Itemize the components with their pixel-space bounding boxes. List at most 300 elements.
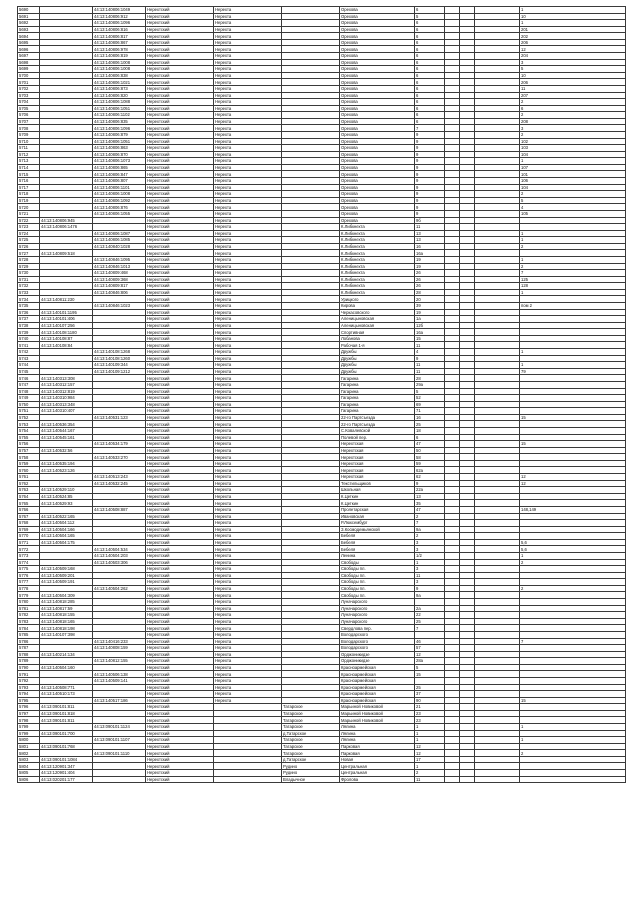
table-row [18, 658, 626, 665]
cell-settlement [282, 118, 340, 125]
cell-building-cadastral-number: 44:13:140532:245 [93, 480, 146, 487]
cell-district: Нерехтский [146, 460, 214, 467]
cell-col-extra [475, 533, 520, 540]
cell-district: Нерехтский [146, 53, 214, 60]
cell-land-cadastral-number [40, 658, 93, 665]
cell-col-extra [475, 296, 520, 303]
cell-row-number: 5733 [18, 289, 40, 296]
table-row [18, 224, 626, 231]
cell-apartment-number: 148,149 [520, 506, 626, 513]
table-row [18, 7, 626, 14]
cell-letter [460, 506, 475, 513]
cell-district: Нерехтский [146, 250, 214, 257]
cell-town [214, 763, 282, 770]
cell-district: Нерехтский [146, 237, 214, 244]
cell-letter [460, 395, 475, 402]
cell-district: Нерехтский [146, 520, 214, 527]
cell-street: Свободы пл. [340, 572, 415, 579]
cell-district: Нерехтский [146, 756, 214, 763]
cell-building-cadastral-number: 44:13:090101:1107 [93, 737, 146, 744]
cell-apartment-number [520, 533, 626, 540]
table-row [18, 776, 626, 783]
cell-settlement [282, 85, 340, 92]
cell-apartment-number: 1 [520, 7, 626, 14]
cell-building-block [445, 263, 460, 270]
cell-land-cadastral-number [40, 204, 93, 211]
cell-street: К.Либкнехта [340, 250, 415, 257]
cell-street: К.Либкнехта [340, 263, 415, 270]
cell-settlement [282, 474, 340, 481]
cell-letter [460, 434, 475, 441]
cell-building-cadastral-number [93, 664, 146, 671]
table-row [18, 39, 626, 46]
cell-building-cadastral-number [93, 329, 146, 336]
cell-col-extra [475, 487, 520, 494]
cell-building-block [445, 26, 460, 33]
cell-district: Нерехтский [146, 197, 214, 204]
cell-building-cadastral-number: 44:13:140508:887 [93, 506, 146, 513]
cell-letter [460, 585, 475, 592]
cell-building-block [445, 256, 460, 263]
cell-street: Красноармейская [340, 671, 415, 678]
cell-land-cadastral-number [40, 506, 93, 513]
cell-row-number: 5730 [18, 270, 40, 277]
cell-street: Орехова [340, 7, 415, 14]
cell-row-number: 5798 [18, 717, 40, 724]
cell-house-number: 9 [415, 210, 445, 217]
cell-settlement [282, 329, 340, 336]
table-row [18, 72, 626, 79]
cell-town: Нерехта [214, 79, 282, 86]
cell-town: Нерехта [214, 276, 282, 283]
cell-town: Нерехта [214, 316, 282, 323]
cell-street: Орехова [340, 151, 415, 158]
cell-district: Нерехтский [146, 276, 214, 283]
cell-house-number: 9 [415, 480, 445, 487]
cell-letter [460, 362, 475, 369]
table-row [18, 210, 626, 217]
cell-district: Нерехтский [146, 487, 214, 494]
cell-building-block [445, 395, 460, 402]
cell-district: Нерехтский [146, 552, 214, 559]
cell-letter [460, 414, 475, 421]
cell-building-cadastral-number [93, 421, 146, 428]
cell-apartment-number [520, 704, 626, 711]
cell-building-cadastral-number [93, 717, 146, 724]
cell-letter [460, 724, 475, 731]
cell-district: Нерехтский [146, 263, 214, 270]
cell-district: Нерехтский [146, 7, 214, 14]
cell-row-number: 5760 [18, 467, 40, 474]
cell-apartment-number [520, 651, 626, 658]
cell-street: Луначарского [340, 618, 415, 625]
cell-apartment-number [520, 691, 626, 698]
cell-building-cadastral-number: 44:13:140846:806 [93, 289, 146, 296]
cell-building-block [445, 375, 460, 382]
cell-settlement [282, 388, 340, 395]
table-row [18, 191, 626, 198]
cell-town: Нерехта [214, 572, 282, 579]
cell-col-extra [475, 204, 520, 211]
cell-street: Рабочая 1-я [340, 342, 415, 349]
table-row [18, 85, 626, 92]
cell-building-cadastral-number: 44:13:140806:820 [93, 92, 146, 99]
cell-street: К.Либкнехта [340, 289, 415, 296]
cell-settlement [282, 13, 340, 20]
cell-building-cadastral-number [93, 691, 146, 698]
cell-apartment-number: 5,6 [520, 546, 626, 553]
cell-house-number: 28 [415, 289, 445, 296]
table-row [18, 520, 626, 527]
cell-settlement: Татарское [282, 710, 340, 717]
cell-col-extra [475, 342, 520, 349]
cell-building-block [445, 99, 460, 106]
cell-row-number: 5709 [18, 131, 40, 138]
cell-row-number: 5690 [18, 7, 40, 14]
cell-col-extra [475, 546, 520, 553]
cell-house-number: 18 [415, 428, 445, 435]
cell-house-number: 1а [415, 316, 445, 323]
cell-street: Бебеля [340, 539, 415, 546]
cell-row-number: 5705 [18, 105, 40, 112]
cell-land-cadastral-number: 44:13:140214:134 [40, 651, 93, 658]
cell-settlement [282, 493, 340, 500]
cell-col-extra [475, 428, 520, 435]
cell-house-number: 69 [415, 401, 445, 408]
cell-row-number: 5787 [18, 645, 40, 652]
cell-apartment-number [520, 605, 626, 612]
cell-building-block [445, 224, 460, 231]
cell-district: Нерехтский [146, 316, 214, 323]
table-row [18, 724, 626, 731]
cell-town: Нерехта [214, 13, 282, 20]
cell-district: Нерехтский [146, 585, 214, 592]
cell-building-block [445, 414, 460, 421]
table-row [18, 145, 626, 152]
table-row [18, 329, 626, 336]
cell-land-cadastral-number: 44:13:140504:166 [40, 526, 93, 533]
cell-row-number: 5806 [18, 776, 40, 783]
cell-apartment-number: 206 [520, 39, 626, 46]
cell-house-number: 12 [415, 743, 445, 750]
cell-building-cadastral-number: 44:13:140509:141 [93, 677, 146, 684]
cell-building-cadastral-number: 44:13:140503:306 [93, 559, 146, 566]
cell-district: Нерехтский [146, 493, 214, 500]
cell-apartment-number [520, 224, 626, 231]
cell-house-number: 9 [415, 197, 445, 204]
cell-letter [460, 750, 475, 757]
cell-apartment-number: 10 [520, 72, 626, 79]
cell-street: Красноармейская [340, 684, 415, 691]
cell-col-extra [475, 26, 520, 33]
cell-settlement [282, 316, 340, 323]
cell-building-cadastral-number: 44:13:140806:876 [93, 204, 146, 211]
cell-row-number: 5701 [18, 79, 40, 86]
cell-settlement [282, 335, 340, 342]
cell-building-block [445, 651, 460, 658]
cell-building-block [445, 434, 460, 441]
cell-letter [460, 770, 475, 777]
cell-letter [460, 99, 475, 106]
cell-apartment-number: 11 [520, 85, 626, 92]
cell-town: Нерехта [214, 691, 282, 698]
cell-street: Гагарина [340, 388, 415, 395]
cell-district: Нерехтский [146, 704, 214, 711]
cell-land-cadastral-number: 44:13:140313:308 [40, 375, 93, 382]
cell-apartment-number [520, 355, 626, 362]
cell-settlement [282, 210, 340, 217]
cell-town: Нерехта [214, 158, 282, 165]
cell-row-number: 5797 [18, 710, 40, 717]
cell-building-cadastral-number: 44:13:140840:1028 [93, 243, 146, 250]
cell-settlement [282, 566, 340, 573]
table-row [18, 599, 626, 606]
cell-settlement [282, 204, 340, 211]
cell-apartment-number [520, 381, 626, 388]
cell-settlement [282, 618, 340, 625]
cell-town: Нерехта [214, 671, 282, 678]
cell-building-cadastral-number: 44:13:140504:262 [93, 585, 146, 592]
cell-apartment-number: 5,6 [520, 539, 626, 546]
cell-apartment-number [520, 500, 626, 507]
cell-district: Нерехтский [146, 309, 214, 316]
cell-settlement [282, 414, 340, 421]
cell-letter [460, 349, 475, 356]
cell-apartment-number: 12 [520, 46, 626, 53]
cell-settlement [282, 276, 340, 283]
cell-building-block [445, 631, 460, 638]
table-row [18, 362, 626, 369]
cell-town [214, 730, 282, 737]
cell-apartment-number: 1 [520, 552, 626, 559]
cell-row-number: 5697 [18, 53, 40, 60]
cell-building-cadastral-number [93, 493, 146, 500]
cell-street: Гагарина [340, 401, 415, 408]
cell-town: Нерехта [214, 520, 282, 527]
cell-settlement [282, 520, 340, 527]
cell-town: Нерехта [214, 506, 282, 513]
cell-row-number: 5761 [18, 474, 40, 481]
cell-apartment-number [520, 743, 626, 750]
cell-apartment-number: 12 [520, 480, 626, 487]
cell-town: Нерехта [214, 599, 282, 606]
cell-col-extra [475, 697, 520, 704]
cell-land-cadastral-number: 44:13:140524:85 [40, 493, 93, 500]
cell-land-cadastral-number [40, 79, 93, 86]
cell-row-number: 5780 [18, 599, 40, 606]
table-row [18, 421, 626, 428]
cell-row-number: 5803 [18, 756, 40, 763]
cell-row-number: 5699 [18, 66, 40, 73]
cell-building-cadastral-number: 44:13:140806:978 [93, 46, 146, 53]
cell-building-block [445, 171, 460, 178]
cell-apartment-number: 1 [520, 158, 626, 165]
cell-settlement [282, 7, 340, 14]
cell-street: Марьиной Новиковой [340, 704, 415, 711]
cell-land-cadastral-number [40, 39, 93, 46]
cell-house-number: 7 [415, 125, 445, 132]
table-row [18, 618, 626, 625]
cell-row-number: 5766 [18, 506, 40, 513]
cell-settlement [282, 677, 340, 684]
cell-row-number: 5695 [18, 39, 40, 46]
cell-building-block [445, 7, 460, 14]
table-row [18, 730, 626, 737]
cell-building-block [445, 526, 460, 533]
cell-house-number: 11 [415, 362, 445, 369]
cell-settlement [282, 480, 340, 487]
table-row [18, 66, 626, 73]
cell-letter [460, 460, 475, 467]
cell-street: Свободы пл. [340, 585, 415, 592]
cell-letter [460, 158, 475, 165]
cell-building-block [445, 552, 460, 559]
table-row [18, 20, 626, 27]
cell-street: К.Либкнехта [340, 224, 415, 231]
cell-row-number: 5722 [18, 217, 40, 224]
cell-house-number: 6 [415, 112, 445, 119]
table-row [18, 651, 626, 658]
cell-row-number: 5762 [18, 480, 40, 487]
cell-letter [460, 500, 475, 507]
cell-settlement [282, 171, 340, 178]
cell-house-number: 15 [415, 335, 445, 342]
cell-apartment-number: 6 [520, 105, 626, 112]
cell-building-cadastral-number [93, 651, 146, 658]
cell-town: Нерехта [214, 7, 282, 14]
cell-row-number: 5716 [18, 178, 40, 185]
cell-building-block [445, 441, 460, 448]
cell-street: 22-го Партсъезда [340, 421, 415, 428]
cell-col-extra [475, 164, 520, 171]
cell-street: З.Космодемьянской [340, 526, 415, 533]
cell-town: Нерехта [214, 612, 282, 619]
cell-town: Нерехта [214, 559, 282, 566]
cell-settlement [282, 691, 340, 698]
cell-row-number: 5742 [18, 349, 40, 356]
cell-street: Свободы пл. [340, 566, 415, 573]
cell-town: Нерехта [214, 579, 282, 586]
cell-district: Нерехтский [146, 776, 214, 783]
cell-settlement [282, 99, 340, 106]
cell-settlement [282, 33, 340, 40]
cell-district: Нерехтский [146, 164, 214, 171]
cell-building-cadastral-number [93, 539, 146, 546]
cell-building-cadastral-number [93, 631, 146, 638]
cell-apartment-number [520, 447, 626, 454]
table-row [18, 697, 626, 704]
cell-apartment-number: 1 [520, 737, 626, 744]
cell-col-extra [475, 467, 520, 474]
cell-settlement [282, 599, 340, 606]
cell-col-extra [475, 401, 520, 408]
cell-apartment-number: 1 [520, 230, 626, 237]
cell-row-number: 5751 [18, 408, 40, 415]
cell-building-cadastral-number [93, 520, 146, 527]
cell-house-number: 9 [415, 178, 445, 185]
cell-building-block [445, 342, 460, 349]
cell-town: Нерехта [214, 388, 282, 395]
cell-building-cadastral-number [93, 776, 146, 783]
cell-apartment-number: 206 [520, 79, 626, 86]
table-row [18, 500, 626, 507]
cell-town [214, 776, 282, 783]
cell-land-cadastral-number [40, 474, 93, 481]
cell-street: Орехова [340, 217, 415, 224]
cell-town: Нерехта [214, 237, 282, 244]
cell-col-extra [475, 585, 520, 592]
cell-district: Нерехтский [146, 210, 214, 217]
cell-street: Текстильщиков [340, 480, 415, 487]
cell-district: Нерехтский [146, 112, 214, 119]
cell-building-block [445, 296, 460, 303]
table-row [18, 625, 626, 632]
cell-town: Нерехта [214, 224, 282, 231]
cell-town [214, 770, 282, 777]
cell-land-cadastral-number [40, 263, 93, 270]
cell-house-number: 9 [415, 191, 445, 198]
cell-row-number: 5764 [18, 493, 40, 500]
cell-settlement [282, 270, 340, 277]
cell-district: Нерехтский [146, 691, 214, 698]
cell-town: Нерехта [214, 178, 282, 185]
cell-building-cadastral-number [93, 500, 146, 507]
cell-row-number: 5782 [18, 612, 40, 619]
cell-settlement [282, 217, 340, 224]
cell-building-cadastral-number: 44:13:140806:867 [93, 39, 146, 46]
cell-settlement: Татарское [282, 724, 340, 731]
cell-district: Нерехтский [146, 39, 214, 46]
cell-row-number: 5726 [18, 243, 40, 250]
cell-land-cadastral-number [40, 158, 93, 165]
cell-land-cadastral-number [40, 414, 93, 421]
cell-district: Нерехтский [146, 467, 214, 474]
cell-building-block [445, 480, 460, 487]
cell-row-number: 5744 [18, 362, 40, 369]
cell-settlement: Татарское [282, 737, 340, 744]
cell-district: Нерехтский [146, 26, 214, 33]
cell-town [214, 717, 282, 724]
cell-apartment-number: 5 [520, 197, 626, 204]
cell-house-number: 22 [415, 612, 445, 619]
cell-building-cadastral-number [93, 408, 146, 415]
cell-building-block [445, 717, 460, 724]
cell-town: Нерехта [214, 500, 282, 507]
cell-apartment-number: 102 [520, 138, 626, 145]
cell-row-number: 5795 [18, 697, 40, 704]
cell-letter [460, 256, 475, 263]
cell-row-number: 5769 [18, 526, 40, 533]
table-row [18, 671, 626, 678]
cell-house-number: 2 [415, 770, 445, 777]
cell-building-block [445, 533, 460, 540]
cell-town: Нерехта [214, 487, 282, 494]
cell-building-cadastral-number: 44:13:140846:1023 [93, 303, 146, 310]
cell-house-number: 6 [415, 53, 445, 60]
cell-building-cadastral-number [93, 217, 146, 224]
cell-row-number: 5720 [18, 204, 40, 211]
cell-town: Нерехта [214, 210, 282, 217]
table-row [18, 677, 626, 684]
cell-apartment-number [520, 756, 626, 763]
cell-building-block [445, 737, 460, 744]
cell-settlement [282, 559, 340, 566]
cell-district: Нерехтский [146, 151, 214, 158]
cell-house-number: 26 [415, 276, 445, 283]
cell-building-block [445, 53, 460, 60]
table-row [18, 579, 626, 586]
cell-settlement [282, 145, 340, 152]
